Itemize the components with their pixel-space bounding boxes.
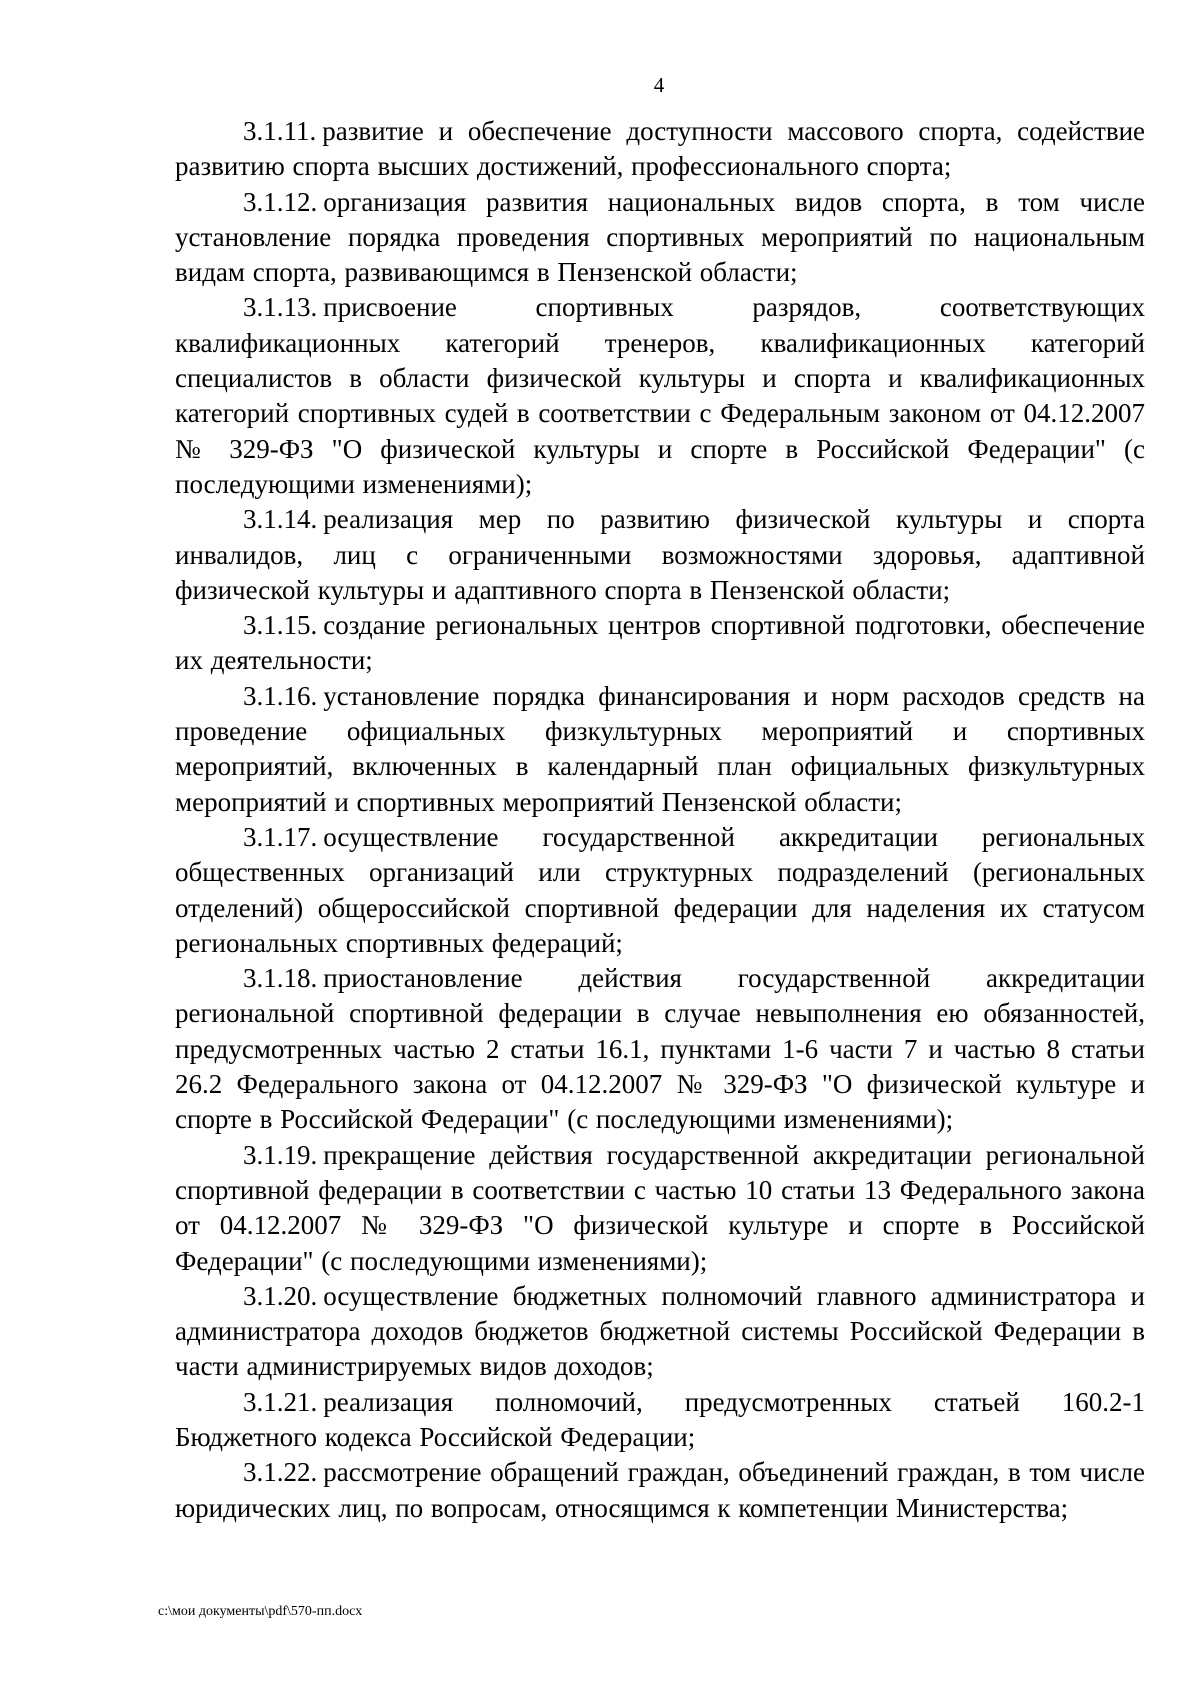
clause-text: прекращение действия государственной аккредитации региональной спортивной федерации в соответствии с частью 10 статьи 13 Федерального закона от 04.12.2007 № 329-ФЗ "О физической культуре и спорте в Российской Федерации" (с последующими изменениями); bbox=[175, 1139, 1145, 1276]
clause-3-1-15 bbox=[175, 608, 1145, 679]
clause-number: 3.1.19. bbox=[243, 1139, 318, 1170]
clause-text: развитие и обеспечение доступности массового спорта, содействие развитию спорта высших достижений, профессионального спорта; bbox=[175, 116, 1145, 182]
clause-3-1-17 bbox=[175, 820, 1145, 961]
footer-file-path: c:\мои документы\pdf\570-пп.docx bbox=[158, 1604, 363, 1619]
clause-3-1-21 bbox=[175, 1385, 1145, 1456]
clause-text: присвоение спортивных разрядов, соответствующих квалификационных категорий тренеров, квалификационных категорий специалистов в области физической культуры и спорта и квалификационных категорий спортивных судей в соответствии с Федеральным законом от 04.12.2007 № 329-ФЗ "О физической культуры и спорте в Российской Федерации" (с последующими изменениями); bbox=[175, 292, 1145, 499]
clause-text: реализация мер по развитию физической культуры и спорта инвалидов, лиц с ограниченными возможностями здоровья, адаптивной физической культуры и адаптивного спорта в Пензенской области; bbox=[175, 504, 1145, 605]
clause-text: реализация полномочий, предусмотренных статьей 160.2-1 Бюджетного кодекса Российской Федерации; bbox=[175, 1386, 1145, 1452]
clause-3-1-20 bbox=[175, 1279, 1145, 1385]
clause-number: 3.1.17. bbox=[243, 821, 318, 852]
clause-3-1-12 bbox=[175, 185, 1145, 291]
clause-3-1-19 bbox=[175, 1138, 1145, 1279]
clause-number: 3.1.11. bbox=[243, 116, 317, 146]
clause-3-1-22 bbox=[175, 1455, 1145, 1526]
clause-text: рассмотрение обращений граждан, объединений граждан, в том числе юридических лиц, по вопросам, относящимся к компетенции Министерства; bbox=[175, 1457, 1145, 1523]
clause-3-1-13 bbox=[175, 290, 1145, 502]
clause-text: приостановление действия государственной аккредитации региональной спортивной федерации в случае невыполнения ею обязанностей, предусмотренных частью 2 статьи 16.1, пунктами 1-6 части 7 и частью 8 статьи 26.2 Федерального закона от 04.12.2007 № 329-ФЗ "О физической культуре и спорте в Российской Федерации" (с последующими изменениями); bbox=[175, 963, 1145, 1135]
clause-number: 3.1.20. bbox=[243, 1280, 318, 1311]
clause-number: 3.1.15. bbox=[243, 610, 318, 641]
clause-text: осуществление государственной аккредитации региональных общественных организаций или структурных подразделений (региональных отделений) общероссийской спортивной федерации для наделения их статусом региональных спортивных федераций; bbox=[175, 821, 1145, 958]
clause-3-1-11 bbox=[175, 114, 1145, 185]
clause-number: 3.1.21. bbox=[243, 1386, 318, 1417]
document-body bbox=[175, 114, 1145, 1526]
clause-number: 3.1.13. bbox=[243, 292, 318, 323]
clause-text: организация развития национальных видов спорта, в том числе установление порядка проведения спортивных мероприятий по национальным видам спорта, развивающимся в Пензенской области; bbox=[175, 186, 1145, 288]
clause-text: установление порядка финансирования и норм расходов средств на проведение официальных физкультурных мероприятий и спортивных мероприятий, включенных в календарный план официальных физкультурных мероприятий и спортивных мероприятий Пензенской области; bbox=[175, 680, 1145, 817]
clause-3-1-18 bbox=[175, 961, 1145, 1137]
clause-number: 3.1.14. bbox=[243, 504, 318, 535]
clause-number: 3.1.18. bbox=[243, 963, 318, 994]
clause-3-1-14 bbox=[175, 502, 1145, 608]
clause-number: 3.1.22. bbox=[243, 1457, 318, 1488]
clause-3-1-16 bbox=[175, 679, 1145, 820]
page-number: 4 bbox=[653, 73, 665, 97]
clause-text: создание региональных центров спортивной подготовки, обеспечение их деятельности; bbox=[175, 610, 1145, 676]
clause-text: осуществление бюджетных полномочий главного администратора и администратора доходов бюджетов бюджетной системы Российской Федерации в части администрируемых видов доходов; bbox=[175, 1280, 1145, 1382]
clause-number: 3.1.16. bbox=[243, 680, 318, 711]
clause-number: 3.1.12. bbox=[243, 186, 318, 217]
